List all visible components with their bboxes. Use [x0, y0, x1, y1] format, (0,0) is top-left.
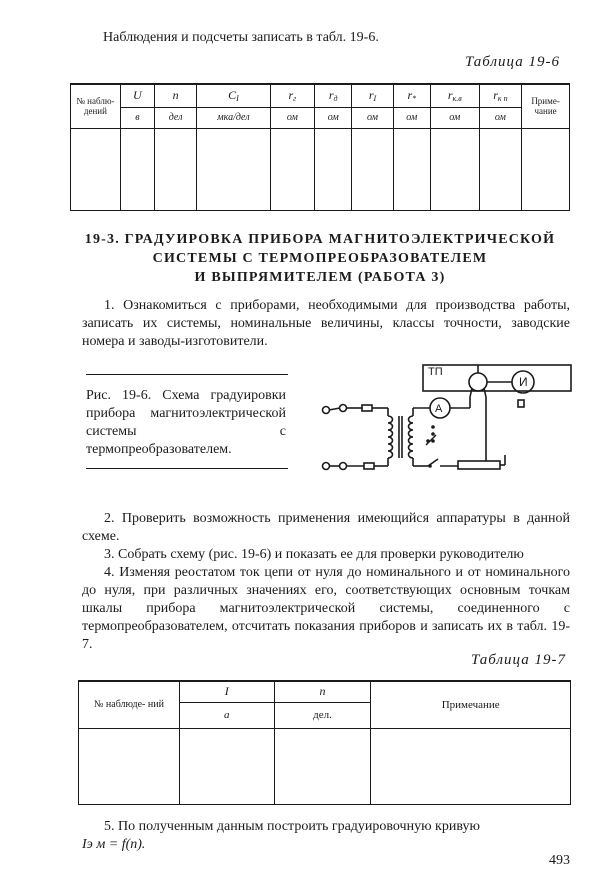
step-5-formula: Iэ м = f(n). [82, 837, 146, 852]
section-heading [60, 230, 580, 287]
page-number: 493 [549, 853, 570, 868]
col-u-symbol: U [120, 84, 154, 107]
col-divisions-unit: дел. [274, 702, 371, 728]
step-1 [82, 297, 570, 351]
thermoconverter-box [423, 365, 571, 391]
table-row [79, 728, 571, 804]
col-current-unit: а [179, 702, 274, 728]
col-rkp-unit: ом [479, 107, 521, 128]
col-rkp-symbol: $r_{к п}$ [479, 84, 521, 107]
col-r1-symbol: $r_I$ [352, 84, 393, 107]
col-rstar-symbol: $r_*$ [393, 84, 430, 107]
step-2: 2. Проверить возможность применения имеющийся аппаратуры в данной схеме. [82, 511, 570, 544]
figure-rule-top [86, 374, 288, 375]
col-divisions-symbol: n [274, 681, 371, 702]
step-4: 4. Изменяя реостатом ток цепи от нуля до номинального и от номинального до нуля, при различных значениях его, соответствующих основным точкам шкалы прибора магнитоэлектрической системы, соединенного с термопреобразователем, отсчитать показания приборов и записать их в табл. 19-7. [82, 565, 570, 652]
transformer-primary [388, 416, 393, 458]
terminal-top-left [323, 407, 330, 414]
col-n-symbol: n [154, 84, 196, 107]
col-observation-header: № наблю- дений [71, 84, 121, 128]
heading-line-1: 19-3. ГРАДУИРОВКА ПРИБОРА МАГНИТОЭЛЕКТРИЧЕСКОЙ [84, 232, 556, 247]
terminal-marker [518, 400, 524, 407]
col-note-header-7: Примечание [371, 681, 571, 728]
table-19-6 [70, 83, 570, 211]
col-rg-unit: ом [270, 107, 315, 128]
step-1-text: 1. Ознакомиться с приборами, необходимыми для производства работы, записать их системы, номинальные величины, классы точности, заводские номера и заводы-изготовители. [82, 298, 570, 349]
col-rg-symbol: $r_г$ [270, 84, 315, 107]
col-note-header: Приме- чание [522, 84, 570, 128]
label-instrument: И [519, 375, 528, 389]
heading-line-3: И ВЫПРЯМИТЕЛЕМ (РАБОТА 3) [194, 270, 446, 285]
col-rd-symbol: $r_д$ [315, 84, 352, 107]
intro-text: Наблюдения и подсчеты записать в табл. 19-6. [103, 30, 379, 45]
col-ci-symbol: $C_I$ [197, 84, 270, 107]
col-current-symbol: I [179, 681, 274, 702]
col-rkv-unit: ом [430, 107, 479, 128]
circuit-diagram [310, 355, 580, 490]
terminal-top-right [340, 405, 347, 412]
table-19-6-caption: Таблица 19-6 [465, 54, 560, 70]
col-rkv-symbol: $r_{к.в}$ [430, 84, 479, 107]
col-r1-unit: ом [352, 107, 393, 128]
terminal-bottom-left [323, 463, 330, 470]
fuse-top [362, 405, 372, 411]
figure-caption: Рис. 19-6. Схема градуировки прибора магнитоэлектрической системы с термопреобразователем. [86, 388, 286, 457]
steps-2-4 [82, 510, 570, 654]
col-observation-header-7: № наблюде- ний [79, 681, 180, 728]
rheostat [458, 461, 500, 469]
step-5-line: 5. По полученным данным построить градуировочную кривую [104, 819, 480, 834]
col-rstar-unit: ом [393, 107, 430, 128]
col-n-unit: дел [154, 107, 196, 128]
heading-line-2: СИСТЕМЫ С ТЕРМОПРЕОБРАЗОВАТЕЛЕМ [152, 251, 488, 266]
label-ammeter: A [435, 403, 443, 415]
terminal-bottom-right [340, 463, 347, 470]
transformer-secondary [409, 416, 414, 458]
col-ci-unit: мка/дел [197, 107, 270, 128]
table-19-7-caption: Таблица 19-7 [471, 652, 566, 668]
col-rd-unit: ом [315, 107, 352, 128]
label-tp: ТП [428, 366, 443, 378]
step-5 [82, 818, 570, 854]
step-3: 3. Собрать схему (рис. 19-6) и показать ее для проверки руководителю [104, 547, 524, 562]
fuse-bottom [364, 463, 374, 469]
figure-rule-bottom [86, 468, 288, 469]
table-row [71, 128, 570, 210]
table-19-7 [78, 680, 571, 805]
col-u-unit: в [120, 107, 154, 128]
